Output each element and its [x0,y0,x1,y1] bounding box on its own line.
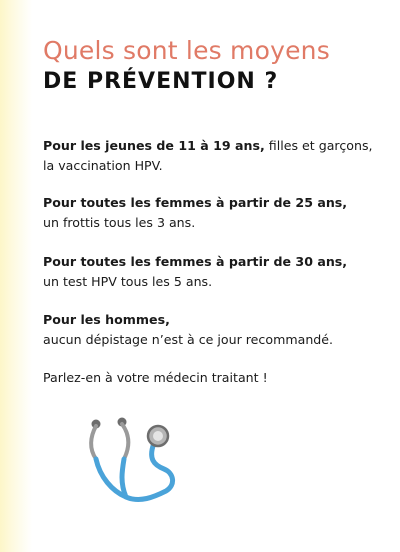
section-text: un frottis tous les 3 ans. [43,215,196,230]
section-text: la vaccination HPV. [43,158,163,173]
section-heading: Pour les jeunes de 11 à 19 ans, [43,138,265,153]
prevention-page [43,36,383,385]
section-heading-tail: filles et garçons, [264,138,373,153]
section-men [43,310,383,350]
section-text: un test HPV tous les 5 ans. [43,274,213,289]
section-heading: Pour toutes les femmes à partir de 25 ans, [43,195,348,210]
section-text: aucun dépistage n’est à ce jour recommandé. [43,332,334,347]
section-heading: Pour les hommes, [43,312,170,327]
section-youth [43,136,383,176]
section-women-30 [43,252,383,292]
stethoscope-icon [82,415,182,510]
page-title: Quels sont les moyens [43,36,330,65]
page-subtitle: DE PRÉVENTION ? [43,69,279,94]
closing-text: Parlez-en à votre médecin traitant ! [43,370,268,385]
section-heading: Pour toutes les femmes à partir de 30 ans, [43,254,348,269]
left-decorative-band [0,0,32,552]
section-women-25 [43,193,383,233]
